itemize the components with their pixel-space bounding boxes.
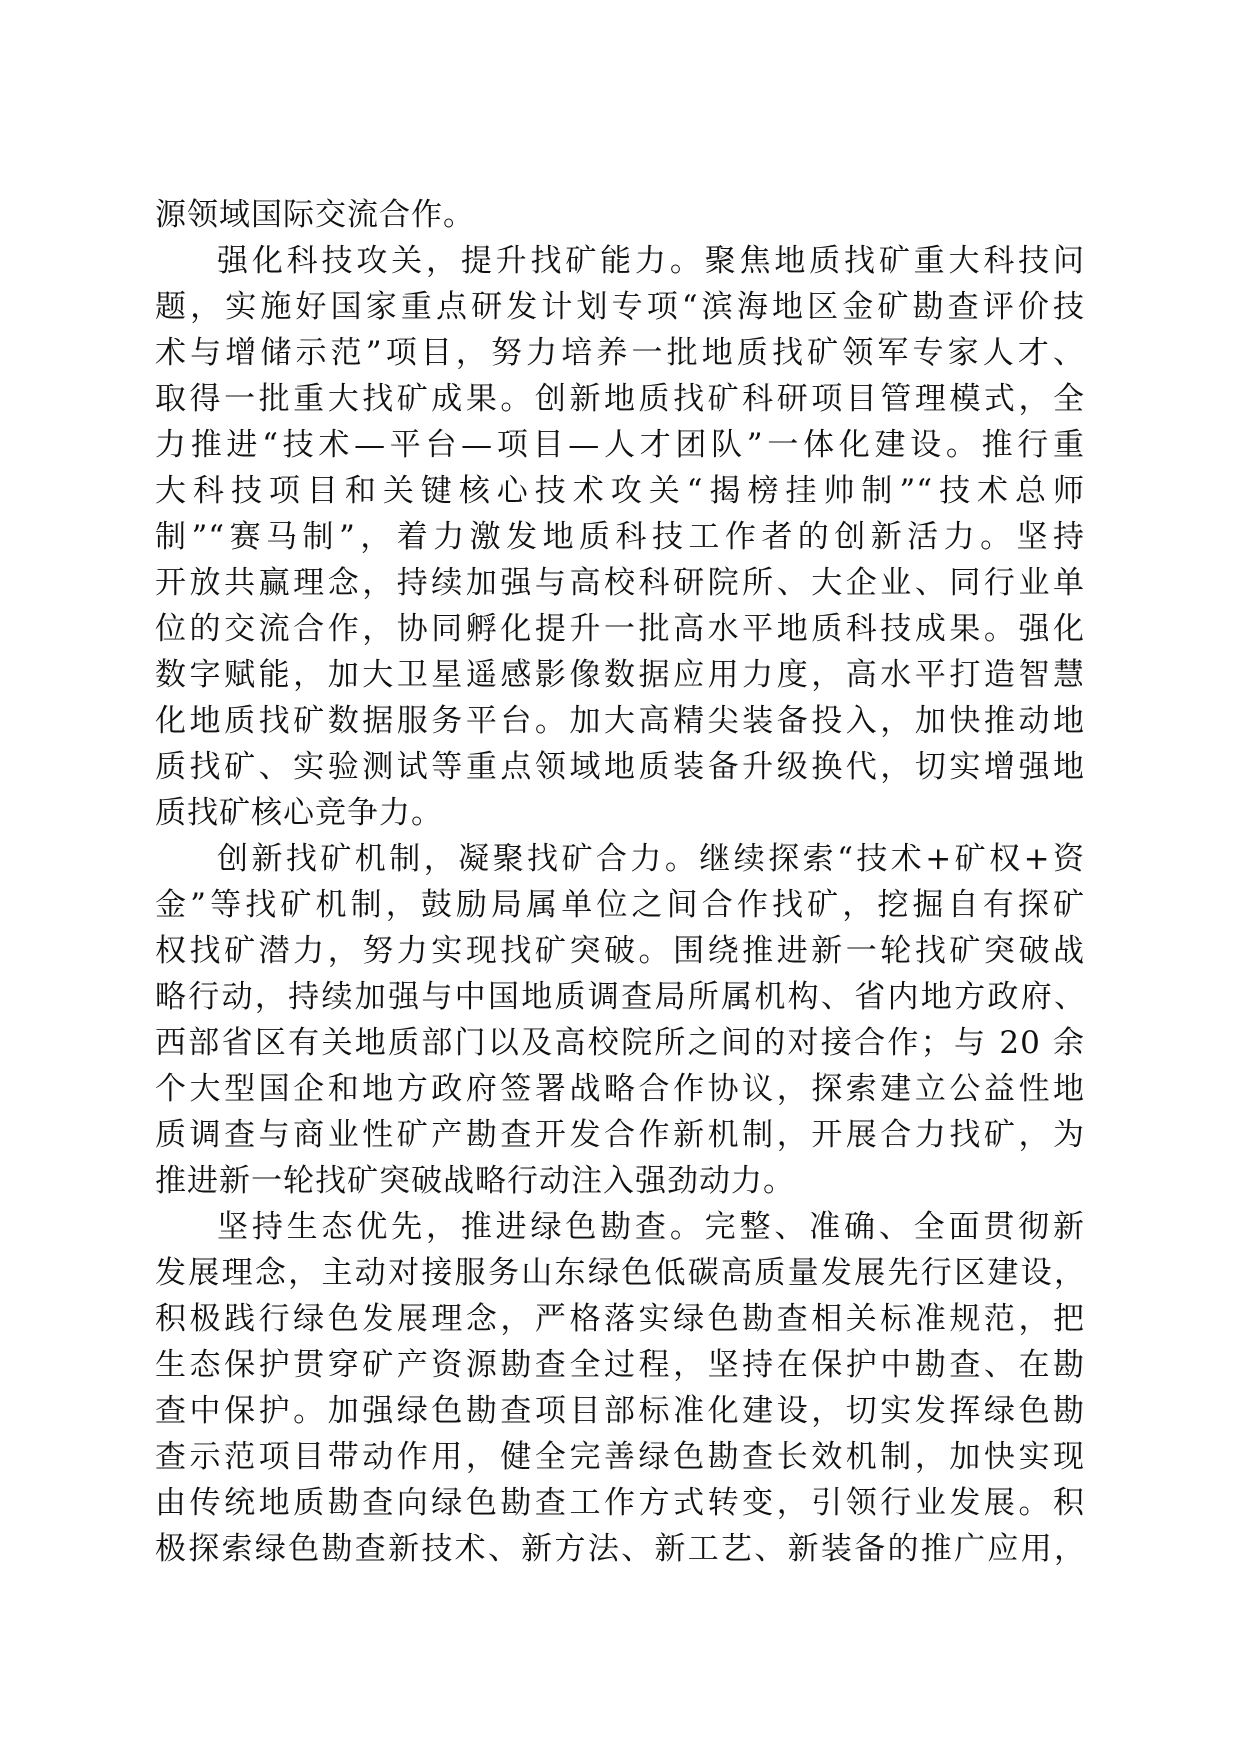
body-text [155, 192, 1085, 1572]
text-line: 查示范项目带动作用，健全完善绿色勘查长效机制，加快实现 [155, 1439, 1085, 1475]
text-line: 开放共赢理念，持续加强与高校科研院所、大企业、同行业单 [155, 565, 1085, 601]
text-line: 由传统地质勘查向绿色勘查工作方式转变，引领行业发展。积 [155, 1485, 1085, 1521]
text-line: 制”“赛马制”，着力激发地质科技工作者的创新活力。坚持 [155, 519, 1085, 555]
paragraph-heading-line: 坚持生态优先，推进绿色勘查。完整、准确、全面贯彻新 [217, 1209, 1085, 1245]
text-line: 力推进“技术—平台—项目—人才团队”一体化建设。推行重 [155, 427, 1085, 463]
text-line: 位的交流合作，协同孵化提升一批高水平地质科技成果。强化 [155, 611, 1085, 647]
paragraph-heading-line: 强化科技攻关，提升找矿能力。聚焦地质找矿重大科技问 [217, 243, 1085, 279]
text-line: 发展理念，主动对接服务山东绿色低碳高质量发展先行区建设， [155, 1255, 1085, 1291]
text-line: 查中保护。加强绿色勘查项目部标准化建设，切实发挥绿色勘 [155, 1393, 1085, 1429]
text-line: 权找矿潜力，努力实现找矿突破。围绕推进新一轮找矿突破战 [155, 933, 1085, 969]
text-line: 题，实施好国家重点研发计划专项“滨海地区金矿勘查评价技 [155, 289, 1085, 325]
text-line: 取得一批重大找矿成果。创新地质找矿科研项目管理模式，全 [155, 381, 1085, 417]
text-line: 西部省区有关地质部门以及高校院所之间的对接合作；与 20 余 [155, 1025, 1085, 1061]
paragraph-heading-line: 创新找矿机制，凝聚找矿合力。继续探索“技术+矿权+资 [217, 841, 1085, 877]
text-line: 化地质找矿数据服务平台。加大高精尖装备投入，加快推动地 [155, 703, 1085, 739]
text-line: 大科技项目和关键核心技术攻关“揭榜挂帅制”“技术总师 [155, 473, 1085, 509]
text-line: 金”等找矿机制，鼓励局属单位之间合作找矿，挖掘自有探矿 [155, 887, 1085, 923]
text-line: 质调查与商业性矿产勘查开发合作新机制，开展合力找矿，为 [155, 1117, 1085, 1153]
text-line: 推进新一轮找矿突破战略行动注入强劲动力。 [155, 1163, 795, 1199]
text-line: 生态保护贯穿矿产资源勘查全过程，坚持在保护中勘查、在勘 [155, 1347, 1085, 1383]
text-line: 极探索绿色勘查新技术、新方法、新工艺、新装备的推广应用， [155, 1531, 1085, 1567]
text-line: 略行动，持续加强与中国地质调查局所属机构、省内地方政府、 [155, 979, 1085, 1015]
text-line: 积极践行绿色发展理念，严格落实绿色勘查相关标准规范，把 [155, 1301, 1085, 1337]
text-line: 个大型国企和地方政府签署战略合作协议，探索建立公益性地 [155, 1071, 1085, 1107]
text-line: 质找矿、实验测试等重点领域地质装备升级换代，切实增强地 [155, 749, 1085, 785]
text-line: 数字赋能，加大卫星遥感影像数据应用力度，高水平打造智慧 [155, 657, 1085, 693]
text-line: 术与增储示范”项目，努力培养一批地质找矿领军专家人才、 [155, 335, 1085, 371]
text-line: 质找矿核心竞争力。 [155, 795, 443, 831]
text-line: 源领域国际交流合作。 [155, 197, 475, 233]
